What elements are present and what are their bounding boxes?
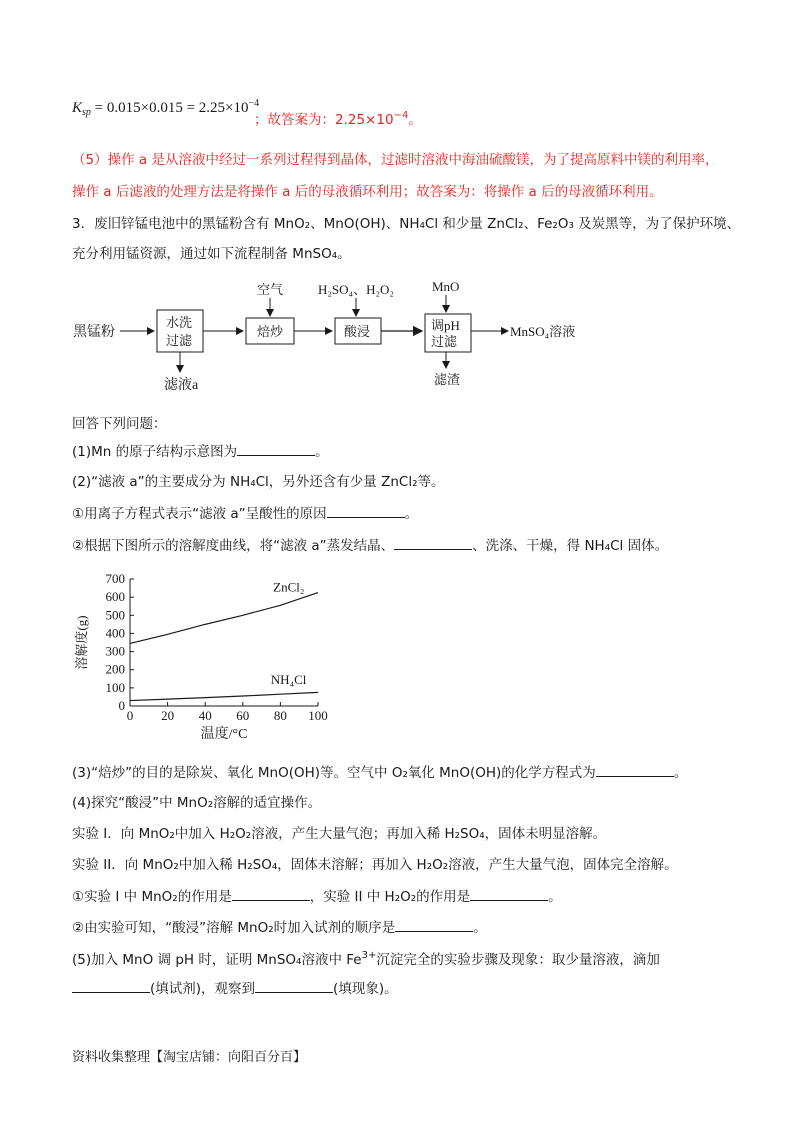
q2-2-blank[interactable] (394, 535, 472, 550)
y-tick-label: 100 (105, 679, 125, 695)
series-line-zncl2 (130, 593, 318, 644)
question-2-1: ①用离子方程式表示“滤液 a”呈酸性的原因 。 (72, 503, 418, 524)
question-3: (3)“焙炒”的目的是除炭、氧化 MnO(OH)等。空气中 O₂氧化 MnO(OH)的化学方程式为 。 (72, 762, 687, 783)
series-label-nh4cl: NH₄Cl (270, 672, 307, 688)
q4-1-blank-a[interactable] (232, 886, 310, 901)
q2-1-blank[interactable] (327, 503, 405, 518)
residue-label: 滤渣 (434, 372, 461, 387)
q5-blank-reagent[interactable] (72, 978, 150, 993)
solubility-chart (68, 566, 338, 746)
q4-2-blank[interactable] (395, 917, 473, 932)
filtrate-a-label: 滤液a (164, 378, 199, 393)
series-label-zncl2: ZnCl₂ (273, 579, 305, 595)
air-label: 空气 (257, 282, 284, 297)
experiment-2: 实验 II．向 MnO₂中加入稀 H₂SO₄，固体未溶解；再加入 H₂O₂溶液，产生大量气泡，固体完全溶解。 (72, 857, 678, 873)
x-axis-label: 温度/°C (200, 727, 248, 742)
x-tick-label: 20 (161, 708, 175, 723)
x-tick-label: 40 (198, 708, 212, 723)
ph-filter-label: 过滤 (431, 334, 458, 349)
answer5-line2: 操作 a 后滤液的处理方法是将操作 a 后的母液循环利用；故答案为：将操作 a 后的母液循环利用。 (72, 184, 663, 200)
x-tick-label: 80 (273, 708, 287, 723)
y-axis-label: 溶解度(g) (74, 615, 89, 670)
process-flow-diagram (0, 275, 800, 395)
series-line-nh4cl (130, 692, 318, 700)
product-label: MnSO₄溶液 (510, 324, 576, 339)
wash-label: 水洗 (166, 315, 193, 330)
q1-blank[interactable] (237, 441, 315, 456)
question-4-2: ②由实验可知，“酸浸”溶解 MnO₂时加入试剂的顺序是 。 (72, 917, 487, 938)
question-1: (1)Mn 的原子结构示意图为 。 (72, 441, 329, 462)
question-5-line1: (5)加入 MnO 调 pH 时，证明 MnSO₄溶液中 $Fe^{3+}$沉淀完全的实验步骤及现象：取少量溶液，滴加 (72, 950, 660, 968)
ksp-formula: $K_{sp} = 0.015\times 0.015 = 2.25\times 10^{-4}$ (72, 98, 260, 118)
y-tick-label: 300 (105, 643, 125, 659)
question-2: (2)“滤液 a”的主要成分为 NH₄Cl，另外还含有少量 ZnCl₂等。 (72, 474, 445, 490)
x-tick-label: 60 (236, 708, 250, 723)
roast-label: 焙炒 (257, 324, 284, 339)
q3-intro-line2: 充分利用锰资源，通过如下流程制备 MnSO₄。 (72, 246, 351, 262)
question-2-2: ②根据下图所示的溶解度曲线，将“滤液 a”蒸发结晶、 、洗涤、干燥，得 NH₄Cl 固体。 (72, 535, 668, 556)
acid-leach-label: 酸浸 (344, 324, 371, 339)
q3-blank[interactable] (596, 762, 674, 777)
q5-blank-phenomenon[interactable] (255, 978, 333, 993)
y-tick-label: 600 (105, 589, 125, 605)
answer-prompt: 回答下列问题： (72, 416, 167, 432)
y-tick-label: 700 (105, 571, 125, 586)
x-tick-label: 100 (308, 708, 328, 723)
flow-start-label: 黑锰粉 (73, 325, 115, 340)
y-tick-label: 400 (105, 625, 125, 641)
experiment-1: 实验 I．向 MnO₂中加入 H₂O₂溶液，产生大量气泡；再加入稀 H₂SO₄，固体未明显溶解。 (72, 826, 607, 842)
question-4-1: ①实验 I 中 MnO₂的作用是 ，实验 II 中 H₂O₂的作用是 。 (72, 886, 562, 907)
filter-label: 过滤 (166, 333, 193, 348)
question-4: (4)探究“酸浸”中 MnO₂溶解的适宜操作。 (72, 795, 322, 811)
x-tick-label: 0 (126, 708, 134, 723)
q3-intro-line1: 3．废旧锌锰电池中的黑锰粉含有 MnO₂、MnO(OH)、NH₄Cl 和少量 ZnCl₂、Fe₂O₃ 及炭黑等，为了保护环境、 (72, 216, 741, 232)
reagents-label: H₂SO₄、H₂O₂ (318, 282, 394, 297)
y-tick-label: 0 (118, 698, 125, 713)
ksp-answer: ；故答案为：$2.25\times 10^{-4}$。 (254, 110, 422, 128)
answer5-line1: （5）操作 a 是从溶液中经过一系列过程得到晶体，过滤时溶液中海油硫酸镁，为了提高原料中镁的利用率， (72, 152, 719, 168)
ksp-formula-text: = 0.015×0.015 = 2.25×10 (94, 100, 249, 116)
footer-source: 资料收集整理【淘宝店铺：向阳百分百】 (72, 1050, 307, 1065)
y-tick-label: 500 (105, 607, 125, 623)
y-tick-label: 200 (105, 661, 125, 677)
question-5-line2: (填试剂)，观察到 (填现象)。 (72, 978, 398, 999)
mno-label: MnO (432, 279, 460, 294)
q4-1-blank-b[interactable] (470, 886, 548, 901)
ph-label: 调pH (431, 318, 460, 333)
